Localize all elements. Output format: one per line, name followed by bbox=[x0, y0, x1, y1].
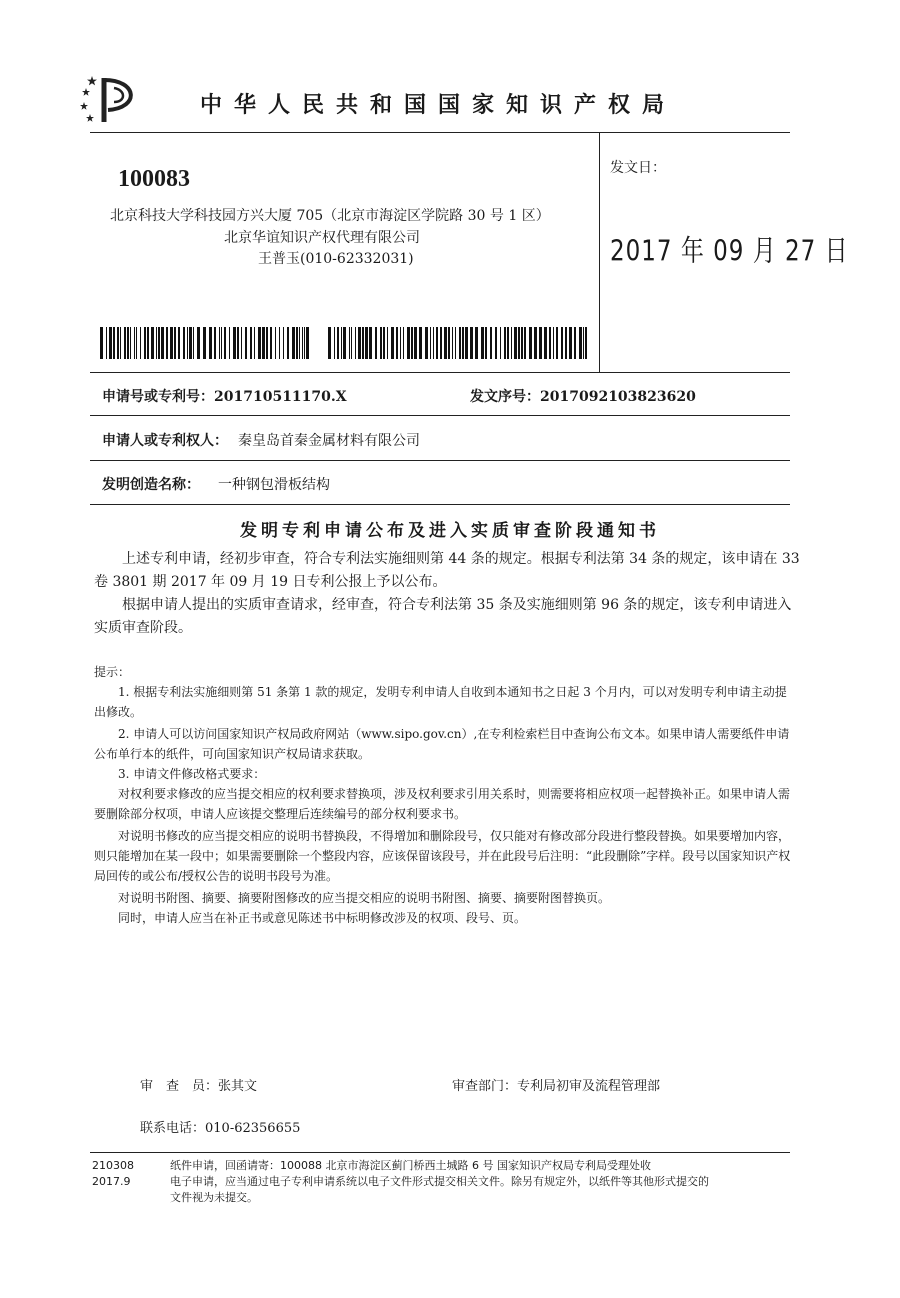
invention-label: 发明创造名称： bbox=[102, 477, 200, 493]
barcode-bar bbox=[440, 327, 442, 359]
barcode-bar bbox=[334, 327, 335, 359]
barcode-bar bbox=[459, 327, 461, 359]
barcode-bar bbox=[120, 327, 121, 359]
office-name-title: 中华人民共和国国家知识产权局 bbox=[200, 93, 677, 118]
barcode-bar bbox=[518, 327, 520, 359]
barcode-bar bbox=[574, 327, 576, 359]
barcode-bar bbox=[407, 327, 410, 359]
barcode-bar bbox=[414, 327, 417, 359]
barcode-bar bbox=[241, 327, 242, 359]
notice-body bbox=[94, 548, 800, 640]
barcode-bar bbox=[465, 327, 468, 359]
barcode-bar bbox=[214, 327, 216, 359]
tip-subitem-claims: 对权利要求修改的应当提交相应的权利要求替换项，涉及权利要求引用关系时，则需要将相应权项一起替换补正。如果申请人需要删除部分权项，申请人应该提交整理后连续编号的部分权利要求书。 bbox=[94, 787, 791, 821]
barcode-bar bbox=[130, 327, 131, 359]
barcode-bar bbox=[224, 327, 226, 359]
invention-row bbox=[102, 474, 330, 494]
barcode-bar bbox=[462, 327, 464, 359]
postcode: 100083 bbox=[118, 166, 190, 192]
barcode-bar bbox=[117, 327, 119, 359]
recipient-agent: 王普玉(010-62332031) bbox=[258, 251, 414, 267]
barcode-bar bbox=[219, 327, 220, 359]
footer-line-2: 电子申请，应当通过电子专利申请系统以电子文件形式提交相关文件。除另有规定外，以纸件等其他形式提交的 bbox=[170, 1175, 709, 1188]
barcode-bar bbox=[292, 327, 295, 359]
tip-subitem-drawings: 对说明书附图、摘要、摘要附图修改的应当提交相应的说明书附图、摘要、摘要附图替换页。 bbox=[118, 891, 611, 905]
barcode-bar bbox=[100, 327, 103, 359]
recipient-address: 北京科技大学科技园方兴大厦 705（北京市海淀区学院路 30 号 1 区） bbox=[110, 208, 550, 224]
barcode-bar bbox=[106, 327, 107, 359]
phone-row bbox=[140, 1117, 300, 1136]
barcode-bar bbox=[355, 327, 356, 359]
tips-section bbox=[94, 662, 794, 928]
barcode-bar bbox=[349, 327, 350, 359]
header-rule bbox=[90, 132, 790, 133]
barcode-bar bbox=[161, 327, 164, 359]
barcode-bar bbox=[534, 327, 537, 359]
barcode-bar bbox=[134, 327, 135, 359]
barcode-bar bbox=[343, 327, 346, 359]
barcode-bar bbox=[524, 327, 526, 359]
barcode-bar bbox=[549, 327, 551, 359]
barcode-bar bbox=[521, 327, 523, 359]
invention-title: 一种钢包滑板结构 bbox=[218, 477, 330, 493]
barcode-bar bbox=[197, 327, 200, 359]
barcode-bar bbox=[262, 327, 265, 359]
barcode-bar bbox=[136, 327, 137, 359]
applicant-row bbox=[102, 430, 420, 450]
barcode-bar bbox=[237, 327, 239, 359]
barcode-bar bbox=[470, 327, 473, 359]
barcode-bar bbox=[436, 327, 438, 359]
application-number-row bbox=[102, 386, 347, 406]
barcode-bar bbox=[419, 327, 422, 359]
barcode-bar bbox=[514, 327, 517, 359]
notice-title: 发明专利申请公布及进入实质审查阶段通知书 bbox=[240, 521, 660, 541]
barcode-bar bbox=[351, 327, 352, 359]
footer-line-3: 文件视为未提交。 bbox=[170, 1191, 258, 1204]
barcode-bar bbox=[147, 327, 149, 359]
tip-item-1: 1. 根据专利法实施细则第 51 条第 1 款的规定，发明专利申请人自收到本通知书之日起 3 个月内，可以对发明专利申请主动提出修改。 bbox=[94, 685, 787, 719]
send-date-value: 2017 年 09 月 27 日 bbox=[610, 235, 849, 268]
address-box-bottom-rule bbox=[90, 372, 790, 373]
barcode-bar bbox=[387, 327, 388, 359]
barcode-bar bbox=[221, 327, 222, 359]
barcode-bar bbox=[275, 327, 276, 359]
field-rule-2 bbox=[90, 460, 790, 461]
barcode-bar bbox=[189, 327, 192, 359]
barcode-bar bbox=[170, 327, 173, 359]
recipient-agency: 北京华谊知识产权代理有限公司 bbox=[224, 230, 420, 246]
barcode-bar bbox=[425, 327, 428, 359]
barcode-bar bbox=[109, 327, 112, 359]
application-number: 201710511170.X bbox=[214, 389, 347, 405]
barcode-bar bbox=[233, 327, 236, 359]
barcode-bar bbox=[511, 327, 512, 359]
applicant-label: 申请人或专利权人： bbox=[102, 433, 228, 449]
barcode-bar bbox=[561, 327, 563, 359]
applicant-name: 秦皇岛首秦金属材料有限公司 bbox=[238, 433, 420, 449]
barcode-bar bbox=[369, 327, 372, 359]
barcode-bar bbox=[158, 327, 160, 359]
barcode-bar bbox=[140, 327, 141, 359]
tip-item-2: 2. 申请人可以访问国家知识产权局政府网站（www.sipo.gov.cn）,在专利检索栏目中查询公布文本。如果申请人需要纸件申请公布单行本的纸件，可向国家知识产权局请求获取。 bbox=[94, 727, 790, 761]
department-label: 审查部门： bbox=[452, 1079, 518, 1094]
barcode-bar bbox=[375, 327, 377, 359]
application-number-label: 申请号或专利号： bbox=[102, 389, 214, 405]
barcode-bar bbox=[396, 327, 398, 359]
barcode-bar bbox=[258, 327, 261, 359]
department-row bbox=[452, 1075, 660, 1094]
notice-paragraph-2: 根据申请人提出的实质审查请求，经审查，符合专利法第 35 条及实施细则第 96 条的规定，该专利申请进入实质审查阶段。 bbox=[94, 597, 792, 636]
examiner-name: 张其文 bbox=[218, 1079, 258, 1094]
barcode-bar bbox=[383, 327, 385, 359]
barcode-bar bbox=[279, 327, 280, 359]
barcode-bar bbox=[174, 327, 176, 359]
footer-line-1: 纸件申请，回函请寄：100088 北京市海淀区蓟门桥西土城路 6 号 国家知识产权局专利局受理处收 bbox=[170, 1159, 651, 1172]
barcode-bar bbox=[579, 327, 582, 359]
barcode-bar bbox=[270, 327, 272, 359]
barcode-bar bbox=[475, 327, 478, 359]
barcode-bar bbox=[299, 327, 300, 359]
barcode-bar bbox=[328, 327, 331, 359]
barcode-bar bbox=[362, 327, 364, 359]
tips-heading: 提示： bbox=[94, 665, 131, 679]
examiner-label: 审 查 员： bbox=[140, 1079, 219, 1094]
barcode-bar bbox=[391, 327, 394, 359]
barcode-bar bbox=[430, 327, 431, 359]
barcode-bar bbox=[452, 327, 453, 359]
barcode-bar bbox=[403, 327, 404, 359]
barcode-bar bbox=[539, 327, 542, 359]
barcode-bar bbox=[296, 327, 298, 359]
barcode-bar bbox=[245, 327, 247, 359]
document-number-label: 发文序号： bbox=[470, 389, 540, 405]
barcode-bar bbox=[411, 327, 413, 359]
footer-rule bbox=[90, 1152, 790, 1153]
barcode-bar bbox=[151, 327, 154, 359]
barcode-bar bbox=[504, 327, 506, 359]
barcode-bar bbox=[585, 327, 587, 359]
field-rule-3 bbox=[90, 504, 790, 505]
tip-subitem-description: 对说明书修改的应当提交相应的说明书替换段，不得增加和删除段号，仅只能对有修改部分段进行整段替换。如果要增加内容，则只能增加在某一段中；如果需要删除一个整段内容，应该保留该段号，并在此段号后注明：“此段删除”字样。段号以国家知识产权局回传的或公布/授权公告的说明书段号为准。 bbox=[94, 829, 791, 883]
barcode-bar bbox=[544, 327, 547, 359]
barcode-bar bbox=[565, 327, 567, 359]
phone-number: 010-62356655 bbox=[205, 1121, 301, 1136]
examiner-row bbox=[140, 1075, 257, 1094]
notice-paragraph-1: 上述专利申请，经初步审查，符合专利法实施细则第 44 条的规定。根据专利法第 34 条的规定，该申请在 33 卷 3801 期 2017 年 09 月 19 日专利公报上予以公布。 bbox=[94, 551, 800, 590]
barcode-bar bbox=[229, 327, 230, 359]
barcode-bar bbox=[306, 327, 309, 359]
barcode-bar bbox=[302, 327, 303, 359]
barcode-bar bbox=[124, 327, 126, 359]
tip-item-3: 3. 申请文件修改格式要求： bbox=[118, 767, 266, 781]
date-column-divider bbox=[599, 132, 600, 372]
barcode-bar bbox=[337, 327, 339, 359]
barcode-bar bbox=[500, 327, 501, 359]
barcode-bar bbox=[250, 327, 252, 359]
barcode-bar bbox=[113, 327, 115, 359]
barcode-bar bbox=[455, 327, 456, 359]
field-rule-1 bbox=[90, 415, 790, 416]
barcode-bar bbox=[569, 327, 572, 359]
document-number-row bbox=[470, 386, 696, 406]
barcode-bar bbox=[187, 327, 188, 359]
barcode-bar bbox=[444, 327, 447, 359]
barcode-bar bbox=[583, 327, 584, 359]
barcode-bar bbox=[365, 327, 368, 359]
barcode-bar bbox=[507, 327, 509, 359]
barcode-bar bbox=[358, 327, 361, 359]
barcode-bar bbox=[183, 327, 185, 359]
barcode-bar bbox=[341, 327, 342, 359]
barcode-bar bbox=[553, 327, 554, 359]
barcode-bar bbox=[203, 327, 206, 359]
form-date: 2017.9 bbox=[92, 1175, 131, 1188]
barcode-bar bbox=[287, 327, 289, 359]
barcode-left bbox=[100, 327, 310, 359]
barcode-bar bbox=[380, 327, 382, 359]
sipo-emblem-logo bbox=[78, 74, 144, 126]
department-name: 专利局初审及流程管理部 bbox=[517, 1079, 661, 1094]
tip-subitem-statement: 同时，申请人应当在补正书或意见陈述书中标明修改涉及的权项、段号、页。 bbox=[118, 911, 527, 925]
send-date-label: 发文日： bbox=[610, 160, 666, 176]
barcode-bar bbox=[495, 327, 497, 359]
barcode-bar bbox=[304, 327, 305, 359]
barcode-bar bbox=[178, 327, 180, 359]
phone-label: 联系电话： bbox=[140, 1121, 206, 1136]
barcode-right bbox=[328, 327, 588, 359]
barcode-bar bbox=[156, 327, 157, 359]
barcode-bar bbox=[127, 327, 129, 359]
barcode-bar bbox=[529, 327, 532, 359]
barcode-bar bbox=[481, 327, 484, 359]
barcode-bar bbox=[490, 327, 492, 359]
barcode-bar bbox=[254, 327, 255, 359]
document-number: 2017092103823620 bbox=[540, 389, 696, 405]
form-code: 210308 bbox=[92, 1159, 134, 1172]
barcode-bar bbox=[448, 327, 450, 359]
barcode-bar bbox=[433, 327, 434, 359]
barcode-bar bbox=[400, 327, 401, 359]
barcode-bar bbox=[209, 327, 212, 359]
barcode-bar bbox=[266, 327, 268, 359]
barcode-bar bbox=[193, 327, 194, 359]
barcode-bar bbox=[485, 327, 487, 359]
barcode-bar bbox=[556, 327, 558, 359]
barcode-bar bbox=[166, 327, 168, 359]
barcode-bar bbox=[144, 327, 146, 359]
barcode-bar bbox=[283, 327, 284, 359]
